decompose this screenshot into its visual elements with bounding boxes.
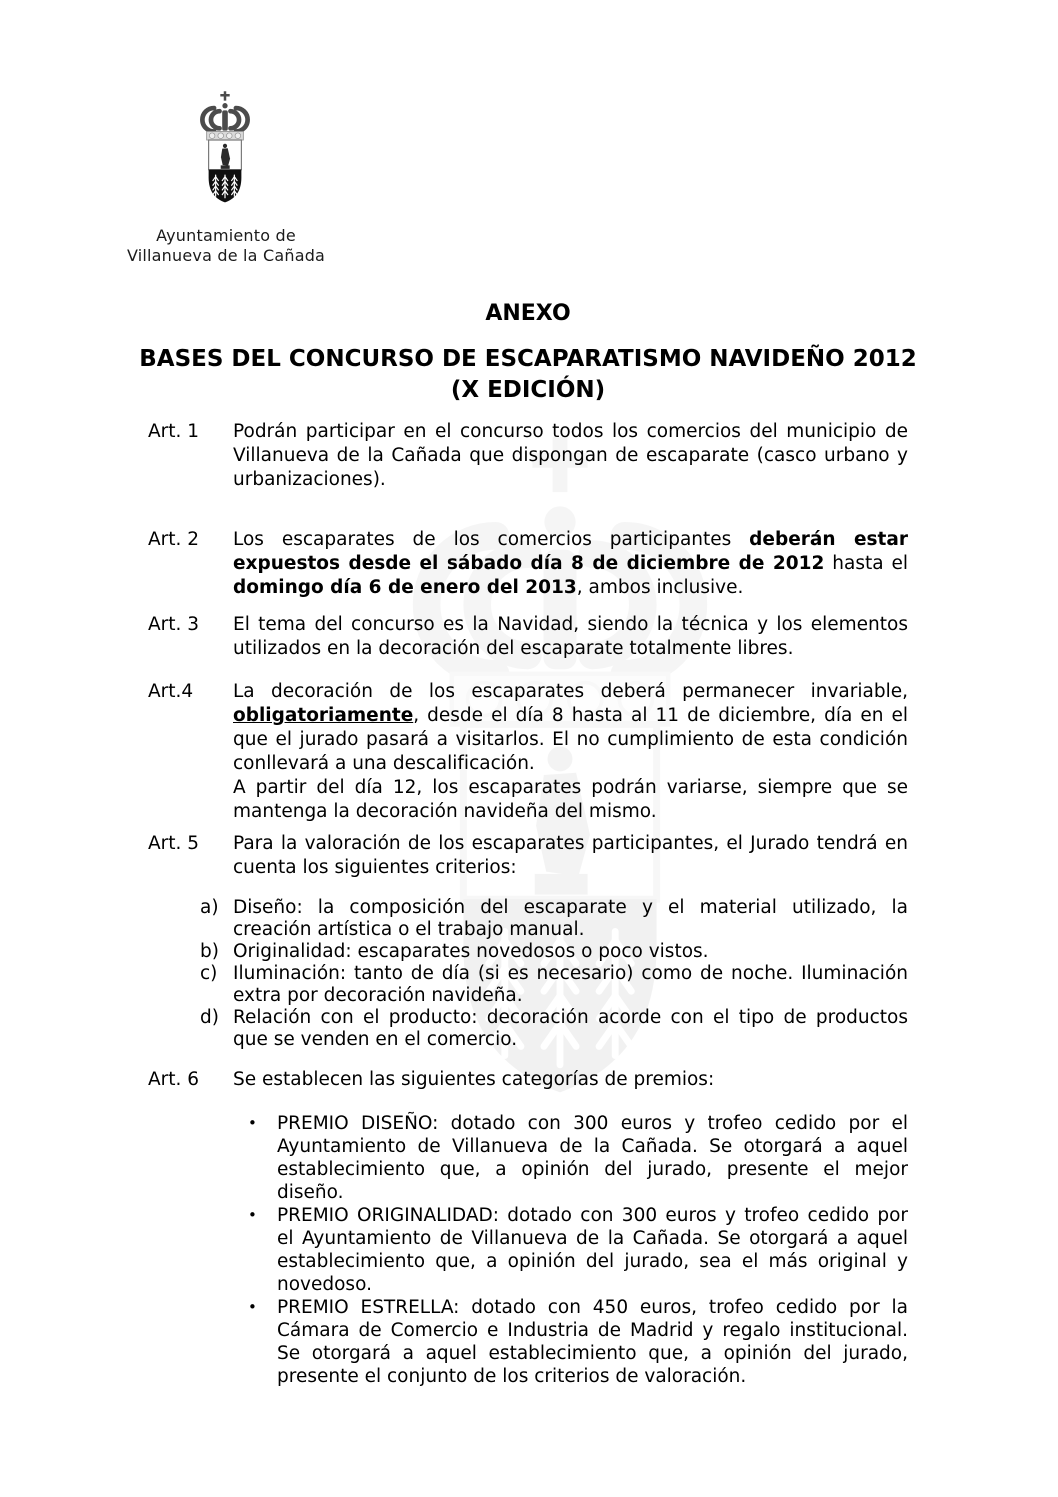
- bullet-icon: •: [248, 1206, 257, 1224]
- document-title: [128, 344, 928, 406]
- criteria-item: [200, 897, 908, 941]
- prize-item: [248, 1112, 908, 1204]
- bullet-icon: •: [248, 1298, 257, 1316]
- prize-item: [248, 1204, 908, 1296]
- text-segment: Los escaparates de los comercios participantes: [233, 529, 750, 550]
- criteria-item: [200, 963, 908, 1007]
- article-text: El tema del concurso es la Navidad, siendo la técnica y los elementos utilizados en la decoración del escaparate totalmente libres.: [233, 614, 908, 659]
- prize-list: [248, 1112, 908, 1388]
- article-label: Art.4: [148, 681, 194, 702]
- prize-item: [248, 1296, 908, 1388]
- logo-caption-line2: Villanueva de la Cañada: [126, 246, 326, 265]
- criteria-item: [200, 1007, 908, 1051]
- coat-of-arms-icon: [186, 90, 264, 215]
- list-marker: b): [200, 941, 219, 962]
- article-text: Se establecen las siguientes categorías de premios:: [233, 1069, 715, 1090]
- list-marker: c): [200, 963, 218, 984]
- article-2: [148, 528, 908, 600]
- prize-text: PREMIO DISEÑO: dotado con 300 euros y trofeo cedido por el Ayuntamiento de Villanueva de la Cañada. Se otorgará a aquel establecimiento que, a opinión del jurado, presente el mejor diseño.: [277, 1113, 908, 1203]
- bullet-icon: •: [248, 1114, 257, 1132]
- article-label: Art. 6: [148, 1069, 200, 1090]
- text-segment: , ambos inclusive.: [576, 577, 744, 598]
- criteria-list: [200, 897, 908, 1051]
- article-label: Art. 5: [148, 833, 200, 854]
- article-text: [233, 680, 908, 824]
- article-5: [148, 832, 908, 880]
- criteria-text: Originalidad: escaparates novedosos o poco vistos.: [233, 941, 709, 962]
- document-title-line1: BASES DEL CONCURSO DE ESCAPARATISMO NAVIDEÑO 2012: [139, 346, 917, 372]
- list-marker: a): [200, 897, 219, 918]
- criteria-text: Diseño: la composición del escaparate y el material utilizado, la creación artística o el trabajo manual.: [233, 897, 908, 940]
- article-label: Art. 2: [148, 529, 200, 550]
- article-6: [148, 1068, 908, 1092]
- article-1: [148, 420, 908, 492]
- logo-caption: [118, 226, 334, 266]
- article-text: Para la valoración de los escaparates participantes, el Jurado tendrá en cuenta los siguientes criterios:: [233, 833, 908, 878]
- criteria-text: Relación con el producto: decoración acorde con el tipo de productos que se venden en el comercio.: [233, 1007, 908, 1050]
- criteria-text: Iluminación: tanto de día (si es necesario) como de noche. Iluminación extra por decoración navideña.: [233, 963, 908, 1006]
- logo-caption-line1: Ayuntamiento de: [156, 226, 296, 245]
- article-label: Art. 3: [148, 614, 200, 635]
- criteria-item: [200, 941, 908, 963]
- article-text: Podrán participar en el concurso todos los comercios del municipio de Villanueva de la Cañada que dispongan de escaparate (casco urbano y urbanizaciones).: [233, 421, 908, 490]
- list-marker: d): [200, 1007, 219, 1028]
- article-paragraph: [233, 680, 908, 776]
- text-segment-bold: domingo día 6 de enero del 2013: [233, 577, 577, 598]
- article-4: [148, 680, 908, 824]
- text-segment-bold: deberán estar expuestos desde el sábado día 8 de diciembre de 2012: [233, 529, 908, 574]
- text-segment: , desde el día 8 hasta al 11 de diciembre, día en el que el jurado pasará a visitarlos. El no cumplimiento de esta condición conllevará a una descalificación.: [233, 705, 908, 774]
- prize-text: PREMIO ESTRELLA: dotado con 450 euros, trofeo cedido por la Cámara de Comercio e Industria de Madrid y regalo institucional. Se otorgará a aquel establecimiento que, a opinión del jurado, presente el conjunto de los criterios de valoración.: [277, 1297, 908, 1387]
- text-segment: La decoración de los escaparates deberá permanecer invariable,: [233, 681, 908, 702]
- document-title-line2: (X EDICIÓN): [450, 377, 606, 403]
- prize-text: PREMIO ORIGINALIDAD: dotado con 300 euros y trofeo cedido por el Ayuntamiento de Villanueva de la Cañada. Se otorgará a aquel establecimiento que, a opinión del jurado, sea el más original y novedoso.: [277, 1205, 908, 1295]
- article-label: Art. 1: [148, 421, 200, 442]
- annex-title: ANEXO: [485, 301, 571, 326]
- text-segment: hasta el: [824, 553, 908, 574]
- article-text: [233, 528, 908, 600]
- article-paragraph: A partir del día 12, los escaparates podrán variarse, siempre que se mantenga la decoración navideña del mismo.: [233, 777, 908, 822]
- article-3: [148, 613, 908, 661]
- text-segment-bold-underline: obligatoriamente: [233, 705, 414, 726]
